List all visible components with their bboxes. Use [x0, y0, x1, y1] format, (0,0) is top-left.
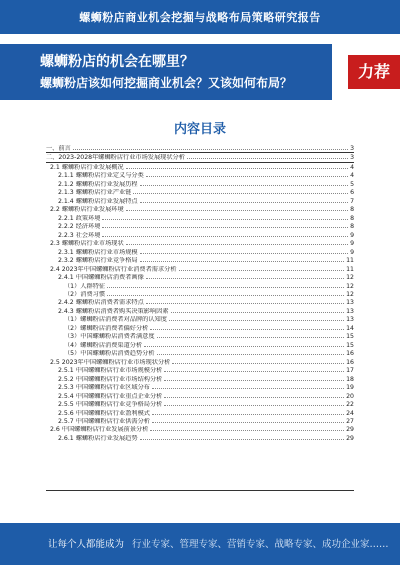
toc-entry[interactable] [46, 214, 354, 222]
toc-entry-page: 3 [350, 145, 354, 152]
footer-band [0, 523, 400, 565]
toc-entry[interactable] [46, 392, 354, 400]
toc-entry-page: 13 [346, 299, 354, 307]
toc-leader-dots [157, 332, 345, 338]
toc-entry-page: 20 [346, 392, 354, 400]
toc-leader-dots [140, 256, 345, 262]
toc-entry-page: 15 [346, 341, 354, 349]
toc-entry-page: 27 [346, 418, 354, 425]
toc-entry-page: 24 [346, 409, 354, 417]
toc-entry[interactable] [46, 144, 354, 153]
toc-heading: 内容目录 [173, 122, 226, 137]
toc-leader-dots [169, 315, 344, 321]
toc-entry-page: 16 [346, 358, 354, 366]
toc-entry-page: 12 [346, 290, 354, 298]
toc-leader-dots [152, 383, 344, 389]
toc-entry-page: 8 [350, 206, 354, 214]
toc-entry-page: 8 [350, 223, 354, 231]
toc-leader-dots [102, 214, 348, 220]
toc-leader-dots [102, 222, 348, 228]
toc-entry-page: 4 [350, 163, 354, 171]
toc-leader-dots [140, 180, 348, 186]
toc-leader-dots [164, 375, 344, 381]
toc-entry[interactable] [46, 324, 354, 332]
toc-entry-label: 2.3.2 螺蛳粉店行业竞争格局 [58, 257, 138, 265]
toc-entry-page: 19 [346, 384, 354, 392]
document-title: 螺蛳粉店商业机会挖掘与战略布局策略研究报告 [79, 11, 321, 24]
toc-entry-page: 11 [346, 257, 354, 265]
toc-entry[interactable] [46, 425, 354, 433]
toc-entry-label: （3）中国螺蛳粉店消费者满意度 [64, 333, 155, 341]
toc-entry-page: 17 [346, 367, 354, 375]
toc-entry-label: 2.2 螺蛳粉店行业发展环境 [50, 206, 124, 214]
toc-entry[interactable] [46, 180, 354, 188]
toc-entry[interactable] [46, 434, 354, 442]
headline-question-1: 螺蛳粉店的机会在哪里？ [40, 54, 194, 70]
toc-entry-page: 13 [346, 307, 354, 315]
toc-entry-label: 2.1.3 螺蛳粉店行业产业链 [58, 189, 132, 197]
toc-entry[interactable] [46, 366, 354, 374]
toc-leader-dots [140, 197, 348, 203]
toc-entry-label: （2）消费习惯 [64, 290, 106, 298]
toc-entry-page: 22 [346, 401, 354, 409]
toc-entry[interactable] [46, 239, 354, 247]
toc-entry[interactable] [46, 256, 354, 264]
toc-leader-dots [164, 366, 344, 372]
toc-entry[interactable] [46, 273, 354, 281]
toc-entry-page: 9 [350, 248, 354, 256]
toc-entry[interactable] [46, 358, 354, 366]
toc-entry-label: 二、2023-2028年螺蛳粉店行业市场发展现状分析 [46, 154, 185, 162]
toc-entry-page: 12 [346, 282, 354, 290]
footer-slogan: 让每个人都能成为 [48, 539, 125, 550]
toc-entry-label: 2.1.1 螺蛳粉店行业定义与分类 [58, 172, 144, 180]
toc-entry-label: 2.1 螺蛳粉店行业发展概况 [50, 163, 124, 171]
toc-entry-page: 3 [350, 154, 354, 162]
toc-entry[interactable] [46, 417, 354, 425]
toc-leader-dots [146, 171, 348, 177]
toc-entry[interactable] [46, 307, 354, 315]
toc-entry[interactable] [46, 290, 354, 298]
toc-leader-dots [150, 425, 344, 431]
toc-leader-dots [126, 239, 348, 245]
toc-leader-dots [157, 349, 345, 355]
toc-entry-page: 8 [350, 214, 354, 222]
toc-entry[interactable] [46, 197, 354, 205]
toc-entry-page: 15 [346, 333, 354, 341]
toc-leader-dots [172, 358, 344, 364]
toc-entry-label: 2.4.3 螺蛳粉店消费者购买决策影响因素 [58, 307, 169, 315]
toc-entry-label: 2.2.3 社会环境 [58, 231, 101, 239]
toc-entry-page: 14 [346, 324, 354, 332]
toc-entry-page: 18 [346, 375, 354, 383]
toc-leader-dots [187, 153, 348, 159]
toc-entry-label: 2.5.1 中国螺蛳粉店行业市场规模分析 [58, 367, 163, 375]
headline-question-2: 螺蛳粉店该如何挖掘商业机会？又该如何布局？ [40, 76, 293, 90]
toc-entry-label: 2.1.2 螺蛳粉店行业发展历程 [58, 180, 138, 188]
toc-leader-dots [140, 248, 348, 254]
toc-leader-dots [107, 282, 344, 288]
toc-entry-label: 2.5.2 中国螺蛳粉店行业市场结构分析 [58, 375, 163, 383]
toc-entry[interactable] [46, 332, 354, 340]
toc-leader-dots [146, 298, 344, 304]
headline-band [0, 44, 332, 100]
toc-entry-label: （5）中国螺蛳粉店消费趋势分析 [64, 350, 155, 358]
toc-entry-page: 5 [350, 180, 354, 188]
toc-entry[interactable] [46, 248, 354, 256]
toc-entry-label: 2.5 2023年中国螺蛳粉店行业市场现状分析 [50, 358, 171, 366]
toc-entry[interactable] [46, 188, 354, 196]
toc-leader-dots [107, 290, 344, 296]
toc-entry-label: 2.1.4 螺蛳粉店行业发展特点 [58, 197, 138, 205]
toc-entry[interactable] [46, 315, 354, 323]
toc-entry-label: 2.4.2 螺蛳粉店消费者需求特点 [58, 299, 144, 307]
toc-entry[interactable] [46, 222, 354, 230]
toc-entry-label: 2.3.1 螺蛳粉店行业市场规模 [58, 248, 138, 256]
toc-entry-label: 2.2.1 政策环境 [58, 214, 101, 222]
toc-entry[interactable] [46, 171, 354, 179]
toc-leader-dots [150, 324, 344, 330]
toc-entry-page: 9 [350, 240, 354, 248]
toc-entry-page: 6 [350, 189, 354, 197]
toc-leader-dots [133, 188, 348, 194]
toc-entry-page: 16 [346, 350, 354, 358]
toc-leader-dots [171, 307, 345, 313]
toc-entry[interactable] [46, 375, 354, 383]
toc-entry[interactable] [46, 349, 354, 357]
toc-entry-label: 2.4.1 中国螺蛳粉店消费者画像 [58, 274, 144, 282]
toc-entry[interactable] [46, 341, 354, 349]
toc-leader-dots [152, 417, 344, 423]
header-band [0, 0, 400, 34]
toc-leader-dots [126, 205, 348, 211]
toc-entry[interactable] [46, 265, 354, 273]
toc-leader-dots [102, 231, 348, 237]
toc-leader-dots [73, 144, 348, 150]
toc-entry-page: 12 [346, 274, 354, 282]
toc-leader-dots [126, 163, 348, 169]
toc-entry-label: 2.5.5 中国螺蛳粉店行业竞争格局分析 [58, 401, 163, 409]
toc-entry-label: 2.3 螺蛳粉店行业市场现状 [50, 240, 124, 248]
toc-entry-label: 2.5.3 中国螺蛳粉店行业区域分布 [58, 384, 150, 392]
toc-entry-label: 一、前言 [46, 145, 71, 152]
toc-bottom-rule [46, 490, 354, 491]
toc-entry-page: 4 [350, 172, 354, 180]
toc-entry-page: 29 [346, 426, 354, 434]
toc-leader-dots [179, 265, 345, 271]
toc-entry-label: （1）人群特征 [64, 282, 106, 290]
toc-leader-dots [164, 392, 344, 398]
toc-entry-label: （1）螺蛳粉店消费者对品牌的认知度 [64, 316, 167, 324]
toc-entry-label: 2.6.1 螺蛳粉店行业发展趋势 [58, 434, 138, 442]
toc-leader-dots [152, 409, 344, 415]
toc-entry[interactable] [46, 409, 354, 417]
toc-entry[interactable] [46, 282, 354, 290]
toc-entry[interactable] [46, 231, 354, 239]
toc-leader-dots [164, 400, 344, 406]
toc-entry-page: 9 [350, 231, 354, 239]
toc-leader-dots [146, 273, 344, 279]
toc-entry-label: 2.5.6 中国螺蛳粉店行业盈利模式 [58, 409, 150, 417]
toc-leader-dots [144, 341, 344, 347]
toc-entry-label: 2.5.7 中国螺蛳粉店行业供需分析 [58, 418, 150, 425]
toc-entry[interactable] [46, 163, 354, 171]
toc-entry[interactable] [46, 298, 354, 306]
toc-entry-label: 2.2.2 经济环境 [58, 223, 101, 231]
toc-entry-label: （4）螺蛳粉店消费渠道分析 [64, 341, 143, 349]
toc-entry-label: 2.6 中国螺蛳粉店行业发展前景分析 [50, 426, 149, 434]
toc-entry[interactable] [46, 400, 354, 408]
brand-badge: 力荐 [348, 55, 400, 89]
toc-leader-dots [140, 434, 345, 440]
toc-entry[interactable] [46, 153, 354, 162]
toc-entry[interactable] [46, 205, 354, 213]
toc-entry-page: 29 [346, 434, 354, 442]
toc-entry-page: 13 [346, 316, 354, 324]
footer-roles: 行业专家、管理专家、营销专家、战略专家、成功企业家…… [132, 539, 389, 550]
table-of-contents [46, 144, 354, 488]
toc-entry-label: 2.4 2023年中国螺蛳粉店行业消费者需求分析 [50, 265, 177, 273]
toc-entry-page: 7 [350, 197, 354, 205]
toc-entry[interactable] [46, 383, 354, 391]
toc-entry-label: （2）螺蛳粉店消费者偏好分析 [64, 324, 149, 332]
toc-entry-label: 2.5.4 中国螺蛳粉店行业重点企业分析 [58, 392, 163, 400]
toc-entry-page: 11 [346, 265, 354, 273]
